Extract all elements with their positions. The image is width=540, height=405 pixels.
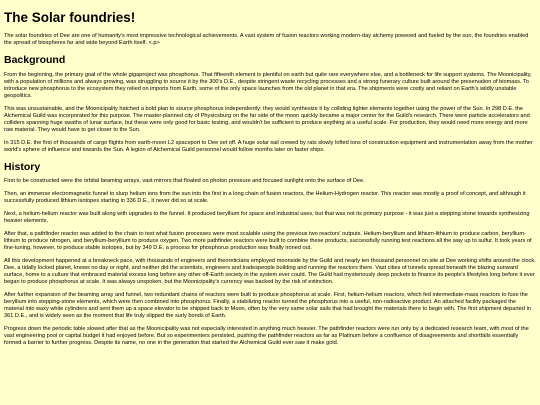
history-paragraph: Progress down the periodic table slowed after that as the Moonicipality was not especially interested in anything much heavier. The pathfinder reactors were run only by a dedicated research team, with most of the vast engineering pool or capital budget it had enjoyed before. But so experimenters persisted, pushing the pathfinder reactors as far as Platinum before a confluence of disagreements and shortfalls essentially formed a barrier to further progress. Despite its name, no one in the generation that started the Alchemical Guild ever saw it make gold. — [4, 326, 529, 347]
background-heading: Background — [4, 54, 66, 67]
history-paragraph: After further expansion of the beaming array and funnel, two redundant chains of reactors were built to produce phosphorus at scale. First, helium-helium reactors, which fed intermediate-mass reactors to fuse the beryllium into stepping-stone elements, which were then combined into phosphorus. Finally, a stabilizing reactor turned the phosphorus into a useful, non-radioactive product. An attached facility packaged the material into waxy white cylinders and sent them up a space elevator to be shipped back to Moon, often by the very same solar sails that had brought the materials there to begin with. The first shipment departed in 361 D.E., and is widely seen as the moment that life truly slipped the surly bonds of Earth. — [4, 292, 531, 320]
background-paragraph: In 315 D.E. the first of thousands of cargo flights from earth-moon L2 spaceport to Dee set off. A huge solar sail crewed by rats slowly lofted tons of construction equipment and instrumentation away from the mother world's sphere of influence and towards the Sun. A legion of Alchemical Guild personnel would follow months later on faster ships. — [4, 139, 533, 153]
history-paragraph: After that, a pathfinder reactor was added to the chain to test what fusion processes were most scalable using the previous two reactors' outputs. Helium-beryllium and lithium-lithium to produce carbon, beryllium-lithium to produce nitrogen, and beryllium-beryllium to produce oxygen. Two more pathfinder reactors were built to combine these products, successfully running test reactions all the way up to sulfur. It took years of fine-tuning, however, to produce stable isotopes, but by 349 D.E. a process for phosphorus production was finally ironed out. — [4, 231, 532, 252]
page-title: The Solar foundries! — [4, 10, 136, 25]
history-paragraph: First to be constructed were the orbital beaming arrays, vast mirrors that floated on photon pressure and focused sunlight onto the surface of Dee. — [4, 178, 365, 185]
history-paragraph: Next, a helium-helium reactor was built along with upgrades to the funnel. It produced beryllium for space and industrial uses, but that was not its primary purpose - it was just a stepping stone towards synthesizing heavier elements. — [4, 211, 530, 225]
intro-paragraph: The solar foundries of Dee are one of humanity's most impressive technological achievements. A vast system of fusion reactors working modern-day alchemy powered and fueled by the sun, the foundries enabled the spread of biospheres far and wide beyond Earth itself. <.p> — [4, 33, 529, 47]
background-paragraph: From the beginning, the primary goal of the whole gigaproject was phosphorus. That fifteenth element is plentiful on earth but quite rare everywhere else, and a bottleneck for life support systems. The Moonicipality, with a population of millions and always growing, was struggling to source it by the 300's D.E., despite stringent waste recycling processes and a strong funerary culture built around the preservation of biomass. To introduce new phosphorus to the ecosystem they relied on imports from Earth, some of the only space launches from the old planet in that era. The shipments were costly and reliant on Earth's wildly unstable geopolitics. — [4, 71, 532, 99]
background-paragraph: This was unsustainable, and the Moonicipality hatched a bold plan to source phosphorus independently: they would synthesize it by colliding lighter elements together using the power of the Sun. In 298 D.E. the Alchemical Guild was incorporated for this purpose. The master-planned city of Physicsburg on the far side of the moon quickly became a major center for the Guild's research. There were particle accelerators and colliders spanning huge swaths of lunar surface, but these were only good for basic testing, and wouldn't be sufficient to produce anything at a useful scale. For production, they would need more energy and more raw material. They would have to get closer to the Sun. — [4, 105, 530, 133]
history-paragraph: Then, an immense electromagnetic funnel to slurp helium ions from the sun into the first in a long chain of fusion reactors, the Helium-Hydrogen reactor. This reactor was mostly a proof of concept, and although it successfully produced lithium isotopes starting in 336 D.E., it never did so at scale. — [4, 191, 526, 205]
history-heading: History — [4, 160, 41, 173]
history-paragraph: All this development happened at a breakneck pace, with thousands of engineers and theoreticians employed moonside by the Guild and nearly ten thousand personnel on site at Dee working shifts around the clock. Dee, a tidally locked planet, knows no day or night, and neither did the scientists, engineers and tradespeople building and running the reactors there. Vast cities of tunnels spread beneath the blazing sunward surface, home to a culture that embraced material excess long before any other off-Earth society in the system ever could. The Guild had mysteriously deep pockets to finance its people's lifestyles long before it ever began to produce phosphorus at scale. It was always unspoken, but the Moonicipality's currency was backed by the risk of extinction. — [4, 258, 536, 286]
